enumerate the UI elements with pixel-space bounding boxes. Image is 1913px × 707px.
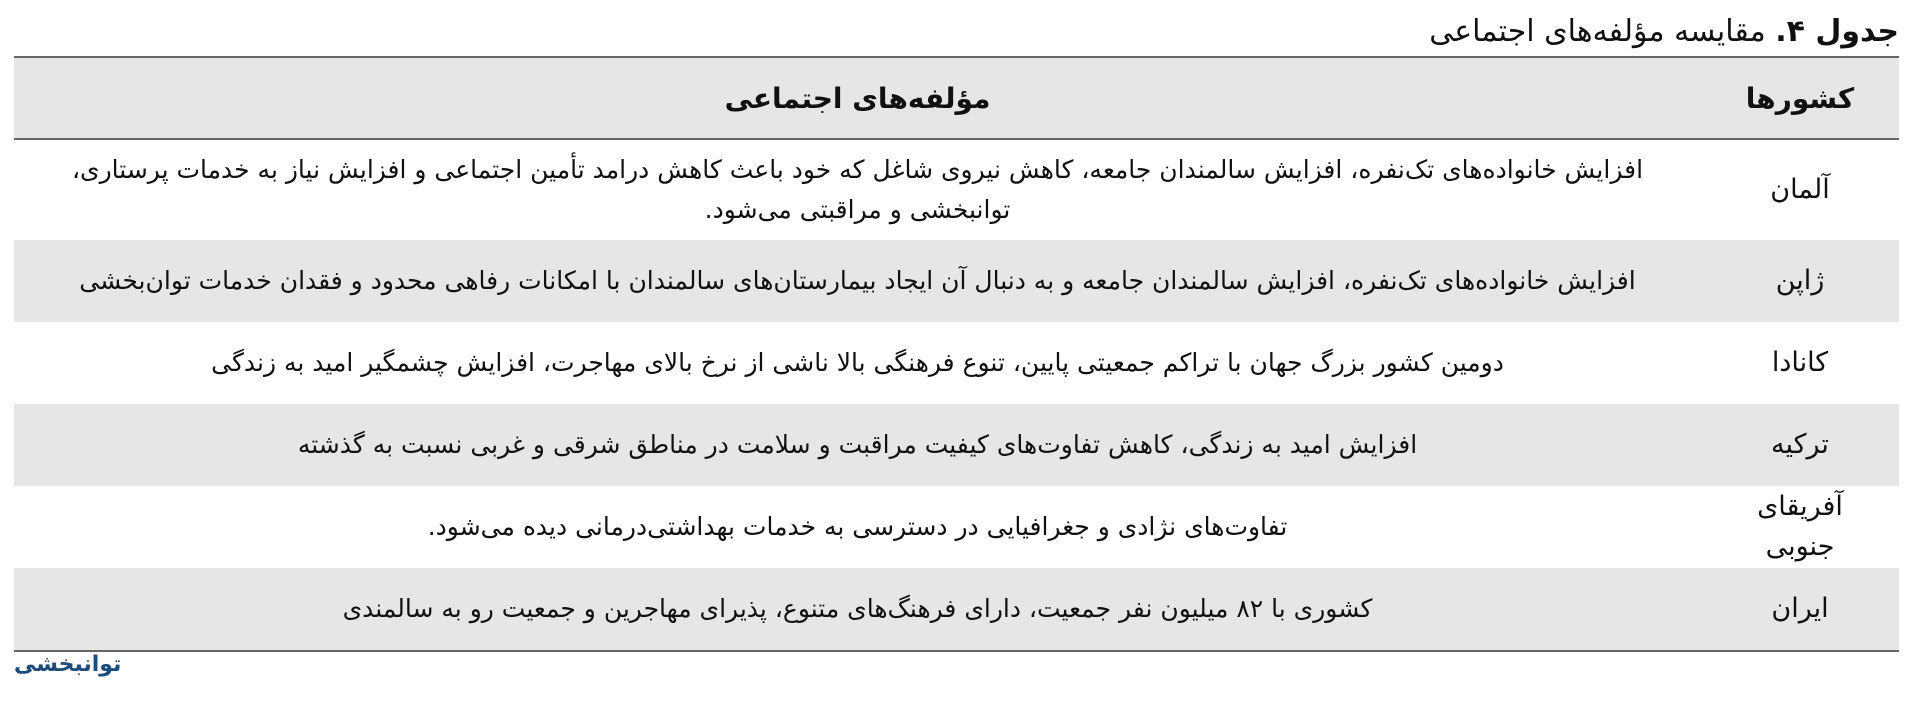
table-row: [14, 568, 1899, 650]
components-cell: افزایش خانواده‌های تک‌نفره، افزایش سالمندان جامعه، کاهش نیروی شاغل که خود باعث کاهش درامد تأمین اجتماعی و افزایش نیاز به خدمات پرستاری، توانبخشی و مراقبتی می‌شود.: [71, 155, 1644, 224]
table-row: [14, 322, 1899, 404]
table-row: [14, 486, 1899, 568]
header-countries: کشورها: [1701, 58, 1899, 139]
table-row: [14, 404, 1899, 486]
country-cell: ایران: [1701, 568, 1899, 650]
country-cell: آفریقای جنوبی: [1757, 491, 1843, 562]
components-cell: افزایش امید به زندگی، کاهش تفاوت‌های کیفیت مراقبت و سلامت در مناطق شرقی و غربی نسبت به گذشته: [14, 404, 1701, 486]
country-cell: ژاپن: [1701, 240, 1899, 322]
table-caption: [1429, 10, 1899, 54]
components-cell: افزایش خانواده‌های تک‌نفره، افزایش سالمندان جامعه و به دنبال آن ایجاد بیمارستان‌های سالمندان با امکانات رفاهی محدود و فقدان خدمات توان‌بخشی: [14, 240, 1701, 322]
components-cell: کشوری با ۸۲ میلیون نفر جمعیت، دارای فرهنگ‌های متنوع، پذیرای مهاجرین و جمعیت رو به سالمندی: [14, 568, 1701, 650]
country-cell: کانادا: [1771, 347, 1829, 378]
components-cell: دومین کشور بزرگ جهان با تراکم جمعیتی پایین، تنوع فرهنگی بالا ناشی از نرخ بالای مهاجرت، افزایش چشمگیر امید به زندگی: [211, 348, 1504, 377]
table-row: [14, 139, 1899, 240]
comparison-table: [14, 58, 1899, 650]
table-header-row: [14, 58, 1899, 139]
publisher-logo: توانبخشی: [14, 652, 122, 677]
header-components: مؤلفه‌های اجتماعی: [14, 58, 1701, 139]
table-row: [14, 240, 1899, 322]
caption-label: جدول ۴.: [1775, 14, 1899, 49]
country-cell: ترکیه: [1701, 404, 1899, 486]
components-cell: تفاوت‌های نژادی و جغرافیایی در دسترسی به خدمات بهداشتی‌درمانی دیده می‌شود.: [427, 512, 1288, 541]
comparison-table-wrapper: [14, 56, 1899, 652]
country-cell: آلمان: [1770, 174, 1830, 205]
caption-title: مقایسه مؤلفه‌های اجتماعی: [1429, 14, 1766, 49]
